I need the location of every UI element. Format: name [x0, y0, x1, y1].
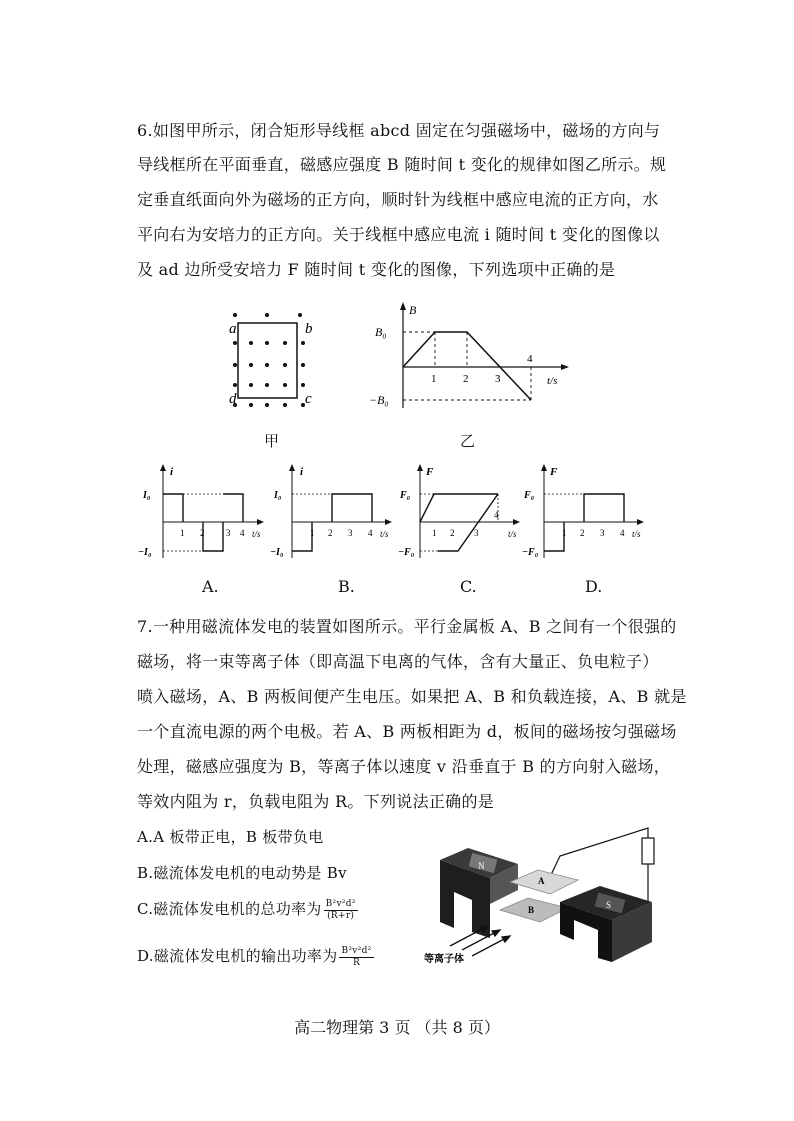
option-b-graph	[270, 462, 400, 562]
plasma-label: 等离子体	[424, 954, 464, 965]
q7-choice-c-text: C.磁流体发电机的总功率为	[137, 900, 322, 918]
q7-choice-d	[137, 945, 374, 969]
q7-choice-d-fraction: $\frac{\text{B²v²d²}}{R}$	[341, 945, 372, 968]
c-ylabel: F	[426, 466, 434, 478]
q6-line-5: 及 ad 边所受安培力 F 随时间 t 变化的图像，下列选项中正确的是	[137, 260, 616, 279]
q7-line-2: 磁场，将一束等离子体（即高温下电离的气体，含有大量正、负电粒子）	[137, 652, 659, 671]
yi-tick-2: 2	[463, 373, 469, 385]
corner-b: b	[305, 321, 313, 337]
q7-line-5: 处理，磁感应强度为 B，等离子体以速度 v 沿垂直于 B 的方向射入磁场，	[137, 757, 671, 776]
a-ylabel: i	[170, 466, 174, 478]
b-xlabel: t/s	[380, 529, 389, 539]
b-tick-1: 1	[310, 528, 315, 538]
a-xlabel: t/s	[252, 529, 261, 539]
c-tick-1: 1	[432, 528, 437, 538]
q7-choice-b: B.磁流体发电机的电动势是 Bv	[137, 864, 347, 882]
n-label: N	[478, 861, 485, 871]
caption-jia: 甲	[264, 432, 280, 450]
q7-line-6: 等效内阻为 r，负载电阻为 R。下列说法正确的是	[137, 792, 495, 811]
b-tick-4: 4	[368, 528, 373, 538]
plasma-arrows	[450, 926, 510, 956]
b-tick-2: 2	[328, 528, 333, 538]
c-tick-4: 4	[494, 510, 499, 520]
yi-neg-label: −B₀	[369, 393, 389, 407]
d-tick-4: 4	[620, 528, 625, 538]
plate-b-label: B	[528, 905, 535, 915]
a-tick-4: 4	[240, 528, 245, 538]
b-neg: −I₀	[270, 547, 284, 558]
yi-xlabel: t/s	[547, 375, 558, 387]
s-label: S	[606, 900, 612, 910]
figure-yi	[365, 300, 575, 415]
yi-ylabel: B	[409, 303, 417, 317]
option-a-graph	[138, 462, 268, 562]
q6-line-3: 定垂直纸面向外为磁场的正方向，顺时针为线框中感应电流的正方向，水	[137, 190, 659, 209]
a-tick-1: 1	[180, 528, 185, 538]
q6-line-2: 导线框所在平面垂直，磁感应强度 B 随时间 t 变化的规律如图乙所示。规	[137, 155, 667, 174]
d-pos: F₀	[524, 490, 535, 501]
d-ylabel: F	[550, 466, 558, 478]
corner-d: d	[229, 391, 237, 407]
d-tick-3: 3	[600, 528, 605, 538]
q7-choice-a: A.A 板带正电，B 板带负电	[137, 828, 324, 846]
c-neg: −F₀	[398, 547, 415, 558]
yi-pos-label: B₀	[375, 325, 387, 339]
a-neg: −I₀	[138, 547, 152, 558]
option-c-graph	[398, 462, 528, 562]
corner-a: a	[229, 321, 237, 337]
d-tick-2: 2	[580, 528, 585, 538]
b-tick-3: 3	[348, 528, 353, 538]
load-resistor	[642, 838, 654, 864]
option-a-letter: A.	[202, 577, 219, 596]
c-tick-3: 3	[474, 528, 479, 538]
b-ylabel: i	[300, 466, 304, 478]
q7-choice-c	[137, 898, 358, 922]
q6-line-1: 6.如图甲所示，闭合矩形导线框 abcd 固定在匀强磁场中，磁场的方向与	[137, 121, 661, 140]
option-d-graph	[522, 462, 652, 562]
q7-line-1: 7.一种用磁流体发电的装置如图所示。平行金属板 A、B 之间有一个很强的	[137, 617, 677, 636]
plate-a-label: A	[538, 876, 545, 886]
c-pos: F₀	[400, 490, 411, 501]
page-footer: 高二物理第 3 页 （共 8 页）	[294, 1018, 500, 1037]
yi-tick-3: 3	[495, 373, 501, 385]
b-pos: I₀	[274, 490, 282, 501]
mhd-generator-figure	[420, 820, 670, 970]
c-tick-2: 2	[450, 528, 455, 538]
a-tick-3: 3	[226, 528, 231, 538]
figure-jia	[215, 305, 325, 415]
q7-choice-d-text: D.磁流体发电机的输出功率为	[137, 947, 338, 965]
d-xlabel: t/s	[632, 529, 641, 539]
q7-line-3: 喷入磁场，A、B 两板间便产生电压。如果把 A、B 和负载连接，A、B 就是	[137, 687, 687, 706]
yi-tick-4: 4	[527, 353, 533, 365]
c-xlabel: t/s	[508, 529, 517, 539]
option-b-letter: B.	[338, 577, 355, 596]
q7-line-4: 一个直流电源的两个电极。若 A、B 两板相距为 d，板间的磁场按匀强磁场	[137, 722, 677, 741]
a-tick-2: 2	[200, 528, 205, 538]
caption-yi: 乙	[460, 432, 476, 450]
corner-c: c	[305, 391, 312, 407]
d-neg: −F₀	[522, 547, 539, 558]
q6-line-4: 平向右为安培力的正方向。关于线框中感应电流 i 随时间 t 变化的图像以	[137, 225, 660, 244]
yi-tick-1: 1	[431, 373, 437, 385]
q7-choice-c-fraction: $\frac{\text{B²v²d²}}{(R+r)}$	[325, 898, 356, 921]
option-d-letter: D.	[585, 577, 603, 596]
d-tick-1: 1	[562, 528, 567, 538]
option-c-letter: C.	[460, 577, 477, 596]
a-pos: I₀	[143, 490, 151, 501]
